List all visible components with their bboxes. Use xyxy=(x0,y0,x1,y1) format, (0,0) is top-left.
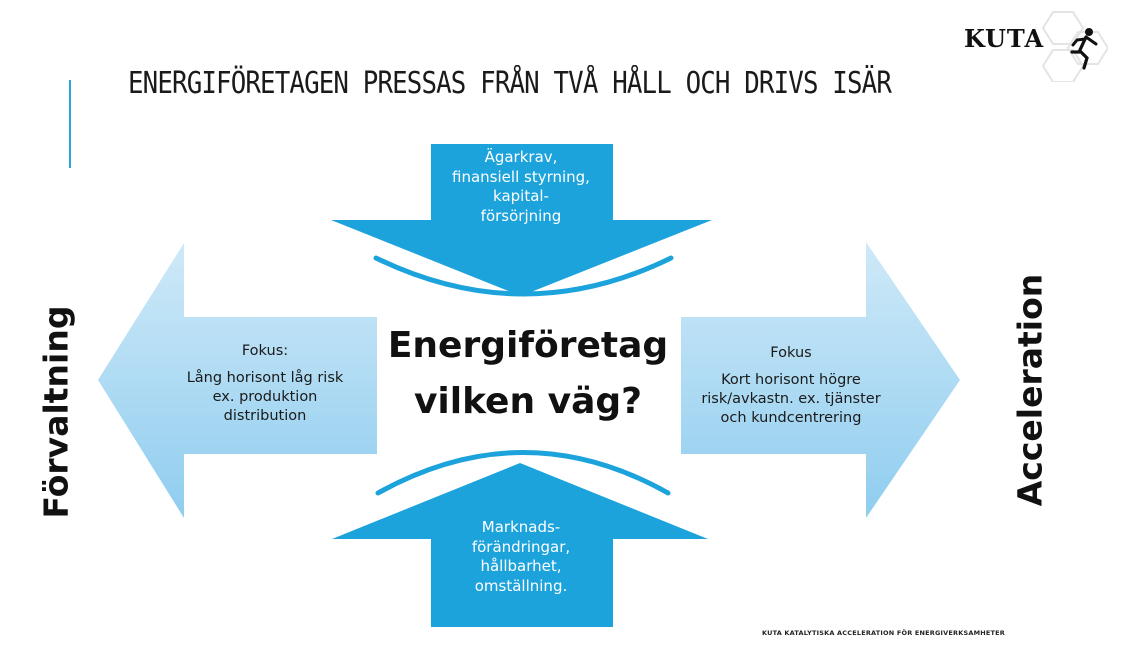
footer-text: KUTA KATALYTISKA ACCELERATION FÖR ENERGIVERKSAMHETER xyxy=(762,629,1006,637)
bottom-arrow-text xyxy=(438,518,604,596)
center-line: vilken väg? xyxy=(413,380,643,422)
right-arrow-line: och kundcentrering xyxy=(720,409,862,426)
left-arrow-line: Fokus: xyxy=(241,343,289,359)
center-line: Energiföretag xyxy=(387,325,669,366)
logo-text: KUTA xyxy=(964,24,1045,53)
top-arrow-line: finansiell styrning, xyxy=(452,167,590,186)
page-title: ENERGIFÖRETAGEN PRESSAS FRÅN TVÅ HÅLL OCH DRIVS ISÄR xyxy=(128,66,891,101)
bottom-arrow-line: förändringar, xyxy=(471,537,571,556)
top-arrow-line: kapital- xyxy=(493,187,549,205)
right-side-label: Acceleration xyxy=(1010,273,1050,507)
right-arrow-line: Kort horisont högre xyxy=(721,371,861,388)
left-arrow-line: Lång horisont låg risk xyxy=(186,369,344,386)
center-text xyxy=(380,318,676,430)
top-arrow-line: Ägarkrav, xyxy=(484,148,558,166)
bottom-arrow-line: hållbarhet, xyxy=(480,557,562,575)
bottom-arrow-line: omställning. xyxy=(474,576,568,595)
right-arrow-line: Fokus xyxy=(770,345,812,361)
left-arrow-text xyxy=(160,342,370,425)
left-side-label: Förvaltning xyxy=(36,305,76,519)
top-arrow-line: försörjning xyxy=(480,206,562,225)
right-arrow-text xyxy=(682,344,900,427)
bottom-arrow-line: Marknads- xyxy=(481,518,561,536)
top-arrow-text xyxy=(438,148,604,226)
left-arrow-line: distribution xyxy=(223,407,307,424)
left-arrow-line: ex. produktion xyxy=(212,388,318,405)
right-arrow-line: risk/avkastn. ex. tjänster xyxy=(701,390,881,407)
